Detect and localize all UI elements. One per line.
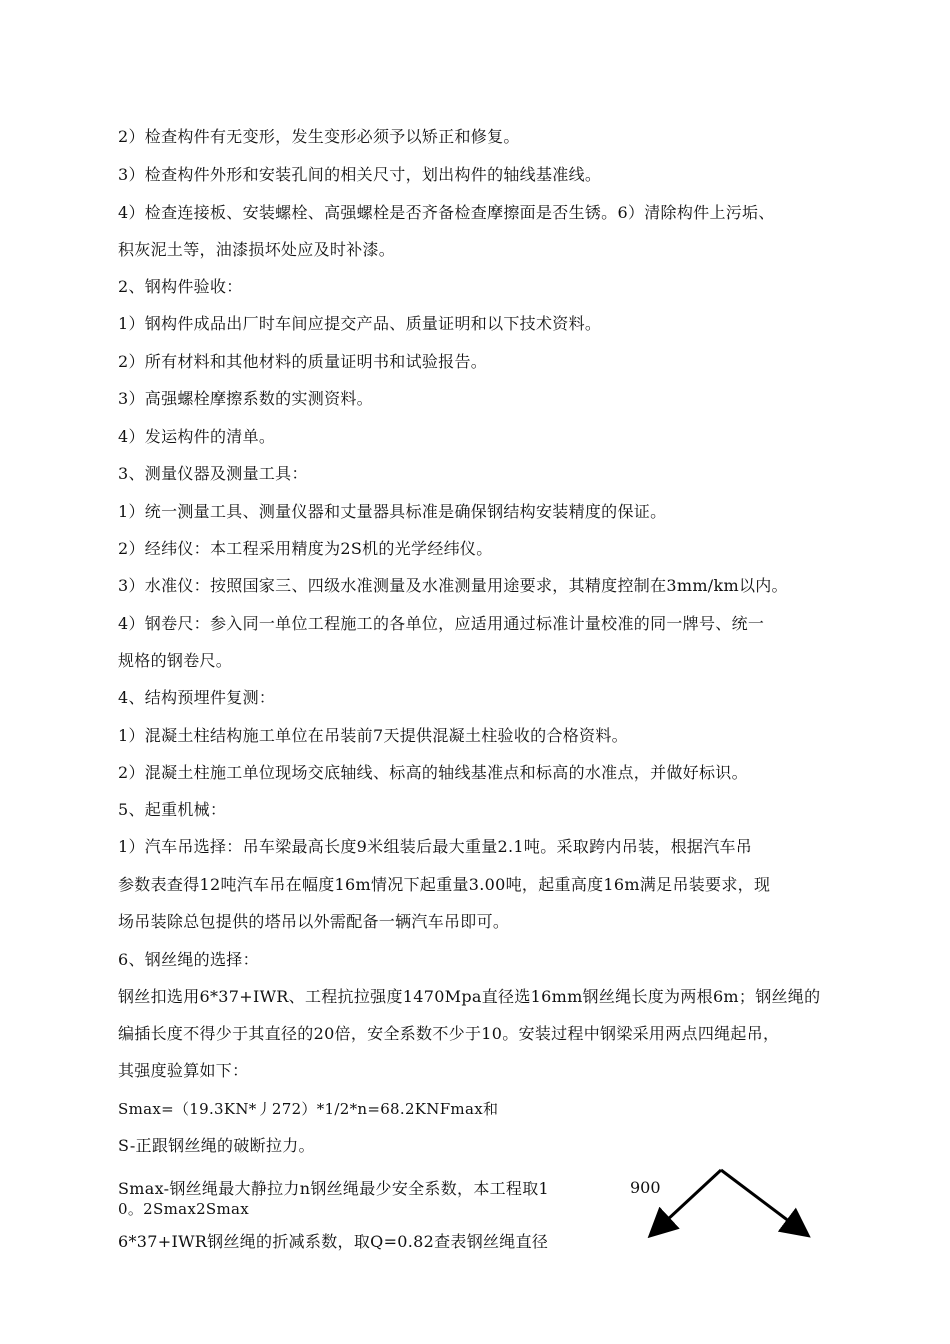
text-line: 4）钢卷尺：参入同一单位工程施工的各单位，应适用通过标准计量校准的同一牌号、统一 bbox=[118, 614, 765, 633]
text-line: 2）检查构件有无变形，发生变形必须予以矫正和修复。 bbox=[118, 127, 520, 146]
text-line: 2）所有材料和其他材料的质量证明书和试验报告。 bbox=[118, 352, 488, 371]
section-heading: 6、钢丝绳的选择： bbox=[118, 950, 259, 969]
section-heading: 3、测量仪器及测量工具： bbox=[118, 464, 308, 483]
text-line: 1）汽车吊选择：吊车梁最高长度9米组装后最大重量2.1吨。采取跨内吊装，根据汽车吊 bbox=[118, 837, 753, 856]
angle-label: 900 bbox=[630, 1178, 661, 1197]
text-line: 其强度验算如下： bbox=[118, 1061, 249, 1080]
text-line: 2）混凝土柱施工单位现场交底轴线、标高的轴线基准点和标高的水准点，并做好标识。 bbox=[118, 763, 748, 782]
text-line: 编插长度不得少于其直径的20倍，安全系数不少于10。安装过程中钢梁采用两点四绳起吊， bbox=[118, 1024, 780, 1043]
text-line: Smax-钢丝绳最大静拉力n钢丝绳最少安全系数，本工程取1 bbox=[118, 1179, 550, 1198]
text-line: 3）水准仪：按照国家三、四级水准测量及水准测量用途要求，其精度控制在3mm/km以内。 bbox=[118, 576, 788, 595]
text-line: 钢丝扣选用6*37+IWR、工程抗拉强度1470Mpa直径选16mm钢丝绳长度为两根6m；钢丝绳的 bbox=[118, 987, 821, 1006]
text-line: 4）检查连接板、安装螺栓、高强螺栓是否齐备检查摩擦面是否生锈。6）清除构件上污垢、 bbox=[118, 203, 775, 222]
text-line: S-正跟钢丝绳的破断拉力。 bbox=[118, 1136, 315, 1155]
text-line: 规格的钢卷尺。 bbox=[118, 651, 233, 670]
section-heading: 2、钢构件验收： bbox=[118, 277, 243, 296]
text-line: 参数表查得12吨汽车吊在幅度16m情况下起重量3.00吨，起重高度16m满足吊装要求，现 bbox=[118, 875, 771, 894]
text-line: 1）统一测量工具、测量仪器和丈量器具标准是确保钢结构安装精度的保证。 bbox=[118, 502, 667, 521]
sling-arrows-diagram bbox=[640, 1162, 820, 1244]
text-line: 0。2Smax2Smax bbox=[118, 1200, 250, 1218]
text-line: 1）混凝土柱结构施工单位在吊装前7天提供混凝土柱验收的合格资料。 bbox=[118, 726, 628, 745]
text-line: 3）检查构件外形和安装孔间的相关尺寸，划出构件的轴线基准线。 bbox=[118, 165, 602, 184]
text-line: 场吊装除总包提供的塔吊以外需配备一辆汽车吊即可。 bbox=[118, 912, 510, 931]
text-line: 6*37+IWR钢丝绳的折减系数，取Q=0.82查表钢丝绳直径 bbox=[118, 1232, 549, 1251]
text-line: 1）钢构件成品出厂时车间应提交产品、质量证明和以下技术资料。 bbox=[118, 314, 602, 333]
text-line: 积灰泥土等，油漆损坏处应及时补漆。 bbox=[118, 240, 396, 259]
right-sling-arrow bbox=[721, 1170, 806, 1234]
left-sling-arrow bbox=[652, 1170, 721, 1234]
text-line: 3）高强螺栓摩擦系数的实测资料。 bbox=[118, 389, 373, 408]
section-heading: 4、结构预埋件复测： bbox=[118, 688, 276, 707]
text-line: 4）发运构件的清单。 bbox=[118, 427, 276, 446]
text-line: 2）经纬仪：本工程采用精度为2S机的光学经纬仪。 bbox=[118, 539, 493, 558]
formula-line: Smax=（19.3KN*丿272）*1/2*n=68.2KNFmax和 bbox=[118, 1100, 499, 1118]
section-heading: 5、起重机械： bbox=[118, 800, 227, 819]
